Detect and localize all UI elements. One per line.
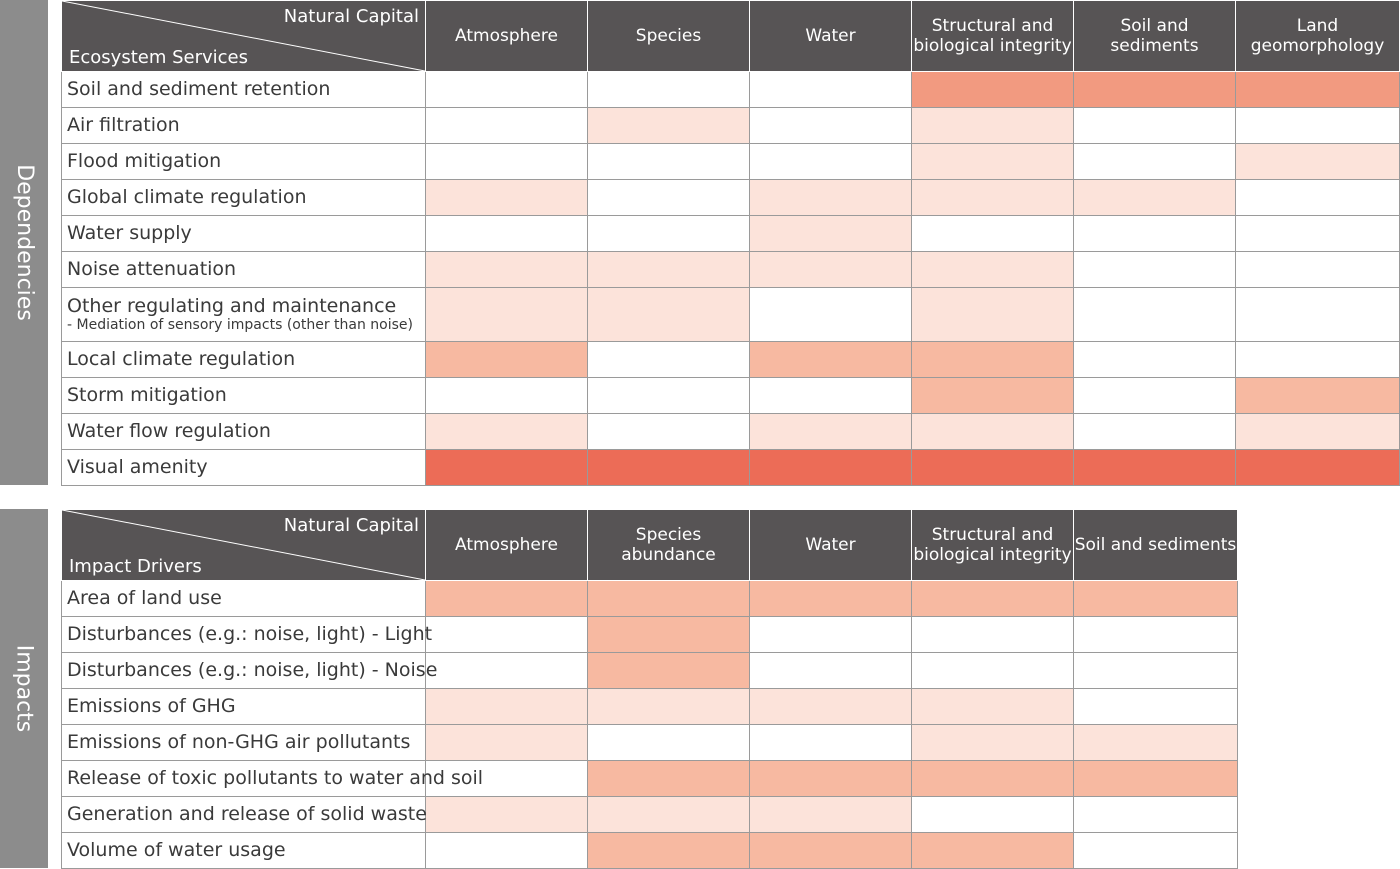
- heat-cell: [1074, 144, 1236, 180]
- heat-cell: [426, 833, 588, 869]
- heat-cell: [1074, 72, 1236, 108]
- heat-cell: [1074, 833, 1238, 869]
- heat-cell: [750, 617, 912, 653]
- table-row: [62, 725, 1238, 761]
- column-header: Soil and sediments: [1074, 510, 1238, 581]
- table-row: [62, 761, 1238, 797]
- table-row: [62, 653, 1238, 689]
- heat-cell: [1236, 378, 1400, 414]
- heat-cell: [912, 342, 1074, 378]
- heat-cell: [1074, 378, 1236, 414]
- heat-cell: [426, 653, 588, 689]
- heat-cell: [1236, 342, 1400, 378]
- heat-cell: [426, 797, 588, 833]
- heat-cell: [750, 761, 912, 797]
- heat-cell: [750, 653, 912, 689]
- heat-cell: [1236, 288, 1400, 342]
- heat-cell: [1074, 288, 1236, 342]
- heat-cell: [750, 450, 912, 486]
- heat-cell: [912, 108, 1074, 144]
- heat-cell: [588, 617, 750, 653]
- side-label-impacts: [0, 509, 48, 868]
- column-header: Land geomorphology: [1236, 1, 1400, 72]
- heat-cell: [588, 252, 750, 288]
- heat-cell: [426, 252, 588, 288]
- table-row: [62, 342, 1400, 378]
- heat-cell: [588, 653, 750, 689]
- heat-cell: [588, 450, 750, 486]
- heat-cell: [912, 414, 1074, 450]
- heat-cell: [750, 581, 912, 617]
- heat-cell: [426, 216, 588, 252]
- heat-cell: [750, 797, 912, 833]
- dependencies-matrix: [61, 0, 1400, 486]
- column-header: Soil and sediments: [1074, 1, 1236, 72]
- heat-cell: [1074, 653, 1238, 689]
- heat-cell: [912, 581, 1074, 617]
- heat-cell: [1074, 797, 1238, 833]
- row-label-text: Disturbances (e.g.: noise, light) - Noise: [67, 659, 438, 681]
- table-row: [62, 581, 1238, 617]
- column-header: Structural and biological integrity: [912, 510, 1074, 581]
- row-label: [62, 653, 438, 689]
- column-header: Water: [750, 510, 912, 581]
- heat-cell: [1074, 180, 1236, 216]
- corner-bottom-label: Ecosystem Services: [69, 47, 248, 68]
- column-header: Atmosphere: [426, 1, 588, 72]
- heat-cell: [426, 617, 588, 653]
- row-label-text: Storm mitigation: [67, 384, 227, 406]
- heat-cell: [750, 180, 912, 216]
- heat-cell: [426, 108, 588, 144]
- row-label: [62, 342, 426, 378]
- heat-cell: [426, 414, 588, 450]
- heat-cell: [1236, 108, 1400, 144]
- row-label: [62, 450, 426, 486]
- heat-cell: [588, 761, 750, 797]
- table-row: [62, 288, 1400, 342]
- heat-cell: [750, 72, 912, 108]
- table-row: [62, 216, 1400, 252]
- heat-cell: [588, 216, 750, 252]
- row-label: [62, 761, 484, 797]
- row-label-text: Local climate regulation: [67, 348, 296, 370]
- heat-cell: [426, 725, 588, 761]
- heat-cell: [750, 252, 912, 288]
- heat-cell: [1074, 617, 1238, 653]
- row-label: [62, 288, 426, 342]
- heat-cell: [750, 689, 912, 725]
- heat-cell: [912, 653, 1074, 689]
- heat-cell: [588, 797, 750, 833]
- heat-cell: [912, 180, 1074, 216]
- heat-cell: [912, 833, 1074, 869]
- heat-cell: [1236, 144, 1400, 180]
- column-header: Water: [750, 1, 912, 72]
- heat-cell: [588, 414, 750, 450]
- row-label: [62, 689, 426, 725]
- corner-top-label: Natural Capital: [283, 6, 419, 27]
- row-label: [62, 414, 426, 450]
- heat-cell: [588, 833, 750, 869]
- table-row: [62, 833, 1238, 869]
- row-label-text: Flood mitigation: [67, 150, 222, 172]
- heat-cell: [1236, 216, 1400, 252]
- heat-cell: [1236, 72, 1400, 108]
- heat-cell: [750, 725, 912, 761]
- table-row: [62, 689, 1238, 725]
- heat-cell: [750, 378, 912, 414]
- row-label-text: Noise attenuation: [67, 258, 237, 280]
- heat-cell: [426, 72, 588, 108]
- heat-cell: [1074, 252, 1236, 288]
- row-label: [62, 833, 426, 869]
- heat-cell: [588, 72, 750, 108]
- heat-cell: [426, 378, 588, 414]
- row-sublabel-text: - Mediation of sensory impacts (other than noise): [67, 317, 413, 333]
- row-label: [62, 378, 426, 414]
- row-label-text: Air filtration: [67, 114, 180, 136]
- heat-cell: [426, 342, 588, 378]
- column-header: Structural and biological integrity: [912, 1, 1074, 72]
- heat-cell: [1074, 342, 1236, 378]
- heat-cell: [912, 689, 1074, 725]
- heat-cell: [588, 689, 750, 725]
- row-label-text: Emissions of non-GHG air pollutants: [67, 731, 411, 753]
- side-label-dependencies-text: Dependencies: [11, 164, 37, 321]
- table-row: [62, 797, 1238, 833]
- impacts-matrix: [61, 509, 1238, 869]
- heat-cell: [912, 617, 1074, 653]
- table-row: [62, 72, 1400, 108]
- side-label-impacts-text: Impacts: [11, 644, 37, 733]
- side-label-dependencies: [0, 0, 48, 485]
- heat-cell: [1074, 450, 1236, 486]
- row-label: [62, 797, 426, 833]
- heat-cell: [912, 72, 1074, 108]
- heat-cell: [1074, 689, 1238, 725]
- heat-cell: [426, 144, 588, 180]
- corner-header: [62, 510, 426, 581]
- row-label: [62, 144, 426, 180]
- heat-cell: [426, 450, 588, 486]
- table-row: [62, 617, 1238, 653]
- heat-cell: [750, 342, 912, 378]
- row-label: [62, 180, 426, 216]
- row-label: [62, 108, 426, 144]
- heat-cell: [588, 342, 750, 378]
- heat-cell: [426, 581, 588, 617]
- heat-cell: [588, 144, 750, 180]
- row-label: [62, 617, 433, 653]
- heat-cell: [912, 252, 1074, 288]
- table-row: [62, 378, 1400, 414]
- heat-cell: [750, 108, 912, 144]
- row-label: [62, 252, 426, 288]
- heat-cell: [912, 450, 1074, 486]
- row-label-text: Disturbances (e.g.: noise, light) - Light: [67, 623, 433, 645]
- corner-top-label: Natural Capital: [283, 515, 419, 536]
- table-row: [62, 450, 1400, 486]
- heat-cell: [1074, 108, 1236, 144]
- row-label: [62, 72, 426, 108]
- row-label-text: Global climate regulation: [67, 186, 307, 208]
- row-label-text: Volume of water usage: [67, 839, 286, 861]
- heat-cell: [1074, 216, 1236, 252]
- heat-cell: [1236, 414, 1400, 450]
- heat-cell: [1074, 725, 1238, 761]
- table-row: [62, 414, 1400, 450]
- row-label-text: Release of toxic pollutants to water and soil: [67, 767, 484, 789]
- heat-cell: [588, 725, 750, 761]
- row-label-text: Water supply: [67, 222, 192, 244]
- heat-cell: [750, 144, 912, 180]
- heat-cell: [588, 180, 750, 216]
- heat-cell: [1236, 450, 1400, 486]
- heat-cell: [912, 288, 1074, 342]
- heat-cell: [912, 216, 1074, 252]
- heat-cell: [1074, 581, 1238, 617]
- row-label-text: Soil and sediment retention: [67, 78, 331, 100]
- heat-cell: [1074, 414, 1236, 450]
- heat-cell: [912, 725, 1074, 761]
- column-header: Atmosphere: [426, 510, 588, 581]
- row-label-text: Generation and release of solid waste: [67, 803, 427, 825]
- heat-cell: [588, 378, 750, 414]
- column-header: Species abundance: [588, 510, 750, 581]
- heat-cell: [750, 288, 912, 342]
- row-label: [62, 581, 426, 617]
- row-label: [62, 216, 426, 252]
- heat-cell: [1074, 761, 1238, 797]
- column-header: Species: [588, 1, 750, 72]
- corner-bottom-label: Impact Drivers: [69, 556, 202, 577]
- heat-cell: [588, 288, 750, 342]
- row-label: [62, 725, 426, 761]
- heat-cell: [588, 581, 750, 617]
- row-label-text: Visual amenity: [67, 456, 208, 478]
- row-label-text: Other regulating and maintenance: [67, 295, 397, 317]
- heat-cell: [750, 216, 912, 252]
- row-label-text: Water flow regulation: [67, 420, 271, 442]
- heat-cell: [750, 414, 912, 450]
- table-row: [62, 144, 1400, 180]
- heat-cell: [426, 288, 588, 342]
- heat-cell: [912, 144, 1074, 180]
- table-row: [62, 252, 1400, 288]
- heat-cell: [912, 378, 1074, 414]
- heat-cell: [426, 180, 588, 216]
- row-label-text: Area of land use: [67, 587, 222, 609]
- row-label-text: Emissions of GHG: [67, 695, 236, 717]
- corner-header: [62, 1, 426, 72]
- table-row: [62, 108, 1400, 144]
- heat-cell: [1236, 180, 1400, 216]
- heat-cell: [912, 761, 1074, 797]
- heat-cell: [588, 108, 750, 144]
- heat-cell: [426, 689, 588, 725]
- heat-cell: [1236, 252, 1400, 288]
- table-row: [62, 180, 1400, 216]
- heat-cell: [912, 797, 1074, 833]
- heat-cell: [750, 833, 912, 869]
